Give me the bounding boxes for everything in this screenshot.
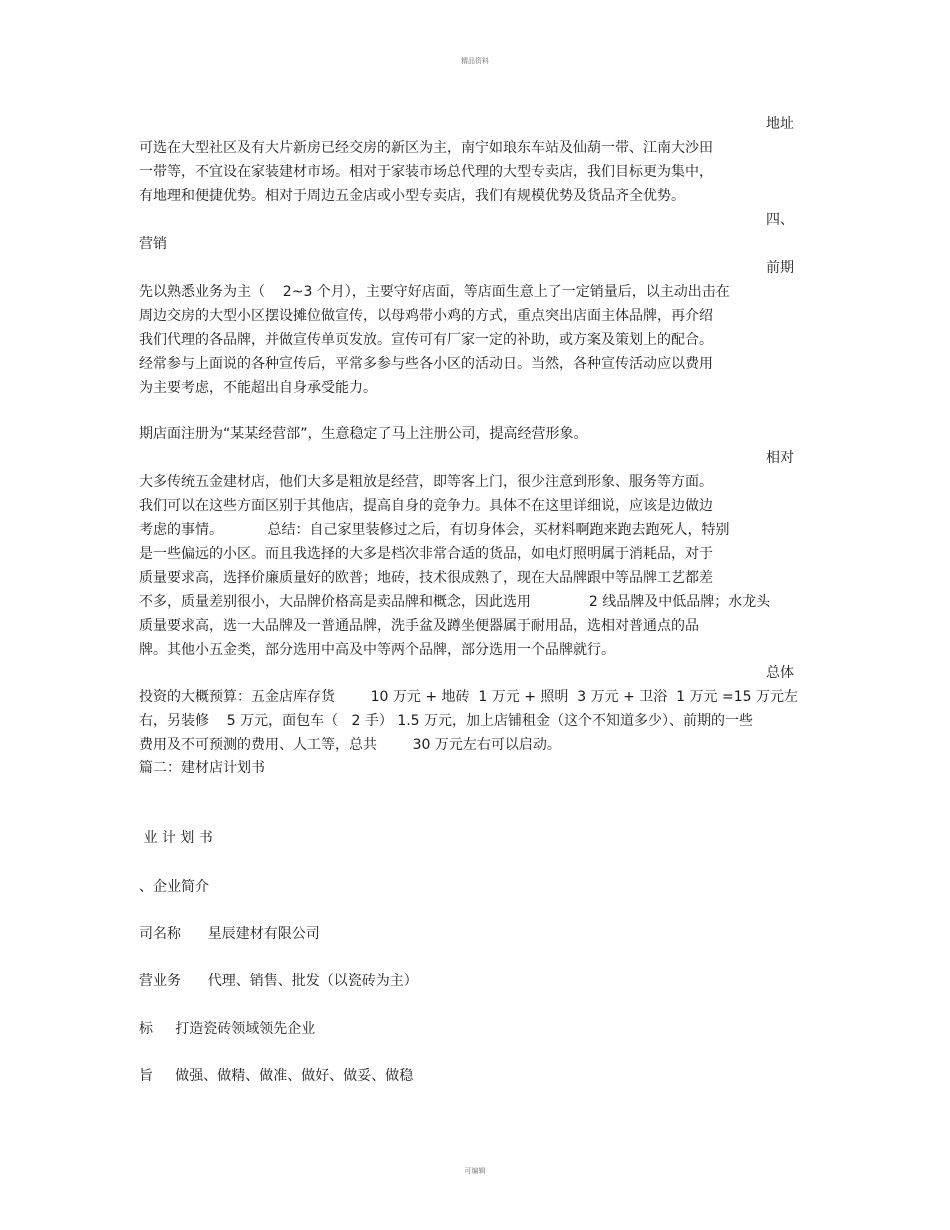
paragraph-line: 费用及不可预测的费用、人工等，总共 30 万元左右可以启动。 <box>139 737 561 753</box>
paragraph-line: 是一些偏远的小区。而且我选择的大多是档次非常合适的货品，如电灯照明属于消耗品，对于 <box>139 546 713 562</box>
page-footer: 可编辑 <box>464 1167 486 1175</box>
paragraph-line: 我们可以在这些方面区别于其他店，提高自身的竞争力。具体不在这里详细说，应该是边做边 <box>139 498 713 514</box>
paragraph-line: 先以熟悉业务为主（ 2~3 个月），主要守好店面，等店面生意上了一定销量后，以主动出击在 <box>139 284 730 300</box>
paragraph-line: 期店面注册为“某某经营部”，生意稳定了马上注册公司，提高经营形象。 <box>139 426 588 442</box>
paragraph-line: 质量要求高，选一大品牌及一普通品牌，洗手盆及蹲坐便器属于耐用品，选相对普通点的品 <box>139 618 699 634</box>
paragraph-line: 牌。其他小五金类，部分选用中高及中等两个品牌，部分选用一个品牌就行。 <box>139 642 615 658</box>
paragraph-line: 考虑的事情。 总结：自己家里装修过之后，有切身体会，买材料啊跑来跑去跑死人，特别 <box>139 522 730 538</box>
subheading-overall: 总体 <box>766 665 794 681</box>
paragraph-line: 一带等，不宜设在家装建材市场。相对于家装市场总代理的大型专卖店，我们目标更为集中， <box>139 164 713 180</box>
page-header: 精品资料 <box>461 57 489 65</box>
paragraph-line: 我们代理的各品牌，并做宣传单页发放。宣传可有厂家一定的补助，或方案及策划上的配合。 <box>139 332 713 348</box>
paragraph-line: 有地理和便捷优势。相对于周边五金店或小型专卖店，我们有规模优势及货品齐全优势。 <box>139 188 685 204</box>
paragraph-line: 质量要求高，选择价廉质量好的欧普；地砖，技术很成熟了，现在大品牌跟中等品牌工艺都差 <box>139 570 713 586</box>
company-name-row: 司名称 星辰建材有限公司 <box>139 926 320 942</box>
section-number: 四、 <box>766 212 794 228</box>
subheading-relative: 相对 <box>766 450 794 466</box>
paragraph-line: 周边交房的大型小区摆设摊位做宣传，以母鸡带小鸡的方式，重点突出店面主体品牌，再介绍 <box>139 308 713 324</box>
part-two-title: 篇二：建材店计划书 <box>139 760 265 776</box>
goal-row: 标 打造瓷砖领域领先企业 <box>139 1021 316 1037</box>
purpose-row: 旨 做强、做精、做准、做好、做妥、做稳 <box>139 1068 414 1084</box>
paragraph-line: 投资的大概预算：五金店库存货 10 万元 + 地砖 1 万元 + 照明 3 万元 + 卫浴 1 万元 =15 万元左 <box>139 689 798 705</box>
paragraph-line: 经常参与上面说的各种宣传后，平常多参与些各小区的活动日。当然，各种宣传活动应以费用 <box>139 356 713 372</box>
plan-title: 业 计 划 书 <box>139 830 213 846</box>
paragraph-line: 可选在大型社区及有大片新房已经交房的新区为主，南宁如琅东车站及仙葫一带、江南大沙田 <box>139 140 713 156</box>
section-title: 营销 <box>139 236 167 252</box>
heading-address: 地址 <box>766 116 794 132</box>
subheading-early: 前期 <box>766 260 794 276</box>
paragraph-line: 不多，质量差别很小，大品牌价格高是卖品牌和概念，因此选用 2 线品牌及中低品牌；水龙头 <box>139 594 771 610</box>
main-business-row: 营业务 代理、销售、批发（以瓷砖为主） <box>139 973 418 989</box>
paragraph-line: 大多传统五金建材店，他们大多是粗放是经营，即等客上门，很少注意到形象、服务等方面。 <box>139 474 713 490</box>
company-intro-heading: 、企业简介 <box>139 879 209 895</box>
paragraph-line: 右，另装修 5 万元，面包车（ 2 手） 1.5 万元，加上店铺租金（这个不知道多少）、前期的一些 <box>139 713 754 729</box>
paragraph-line: 为主要考虑，不能超出自身承受能力。 <box>139 380 377 396</box>
